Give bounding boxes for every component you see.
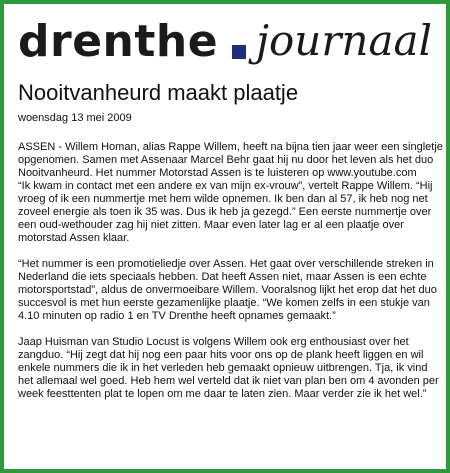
article-paragraph-1: ASSEN - Willem Homan, alias Rappe Willem, heeft na bijna tien jaar weer een singletje opgenomen. Samen met Assenaar Marcel Behr gaat hij nu door het leven als het duo Nooitvanheurd. Het nummer Motorstad Assen is te luisteren op www.youtube.com “Ik kwam in contact met een andere ex van mijn ex-vrouw”, vertelt Rappe Willem. “Hij vroeg of ik een nummertje met hem wilde opnemen. Ik ben dan al 57, ik heb nog net zoveel energie als toen ik 35 was. Dus ik heb ja gezegd.” Een eerste nummertje over een oud-wethouder zag hij niet zitten. Maar even later lag er al een plaatje over motorstad Assen klaar.: [18, 141, 443, 244]
article-paragraph-3: Jaap Huisman van Studio Locust is volgens Willem ook erg enthousiast over het zangduo. “Hij zegt dat hij nog een paar hits voor ons op de plank heeft liggen en wil enkele nummers die ik in het verleden heb gemaakt opnieuw uitbrengen. Tja, ik vind het allemaal wel goed. Heb hem wel verteld dat ik niet van plan ben om 4 avonden per week feesttenten plat te lopen om me daar te laten zien. Maar verder zie ik het wel.”: [18, 336, 439, 400]
article-paragraph-2: “Het nummer is een promotieliedje over Assen. Het gaat over verschillende streken in Nederland die iets speciaals hebben. Dat heeft Assen niet, maar Assen is een echte motorsportstad”, aldus de onvermoeibare Willem. Vooralsnog lijkt het erop dat het duo succesvol is met hun eerste gezamenlijke plaatje. “We komen zelfs in een stukje van 4.10 minuten op radio 1 en TV Drenthe heeft opnames gemaakt.”: [18, 258, 437, 322]
article-date: woensdag 13 mei 2009: [18, 112, 132, 124]
logo-square-icon: [232, 45, 246, 59]
logo-wordmark-drenthe: drenthe: [18, 16, 219, 67]
masthead-logo: [18, 14, 438, 76]
article-headline: Nooitvanheurd maakt plaatje: [18, 80, 299, 105]
logo-wordmark-journaal: journaal: [256, 16, 432, 65]
article-body: [18, 141, 444, 401]
